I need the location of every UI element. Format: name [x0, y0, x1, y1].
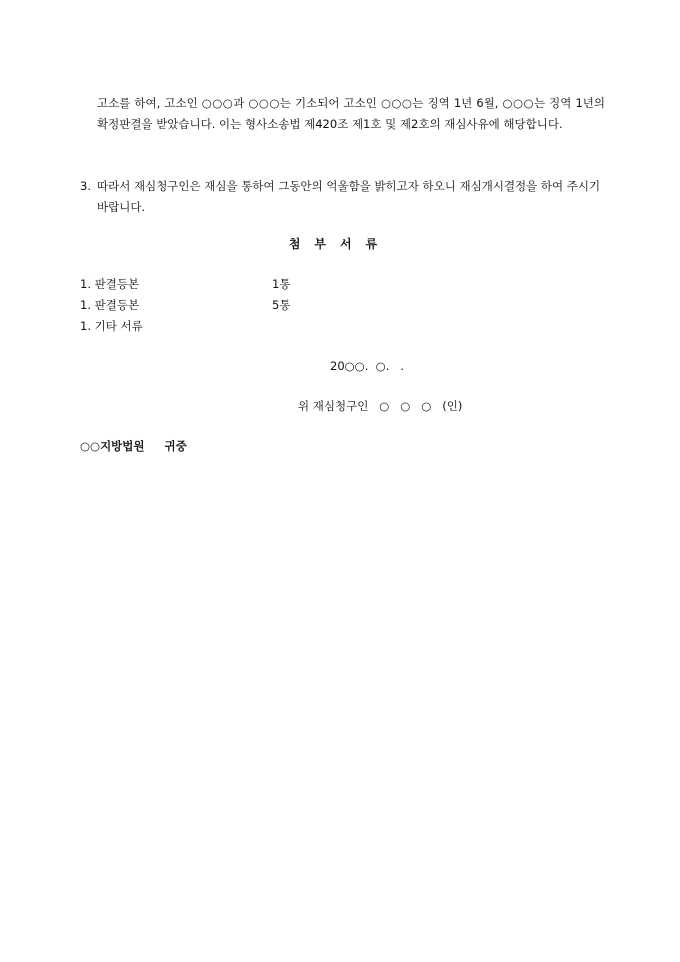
- item-3: [80, 176, 605, 218]
- filing-date: 20○○. ○. .: [330, 359, 404, 373]
- attachment-count: 1통: [272, 277, 291, 291]
- attachment-label: 1. 기타 서류: [80, 319, 143, 333]
- item-3-text: 따라서 재심청구인은 재심을 통하여 그동안의 억울함을 밝히고자 하오니 재심개시결정을 하여 주시기 바랍니다.: [97, 179, 601, 214]
- paragraph-grounds-continued: 고소를 하여, 고소인 ○○○과 ○○○는 기소되어 고소인 ○○○는 징역 1년 6월, ○○○는 징역 1년의 확정판결을 받았습니다. 이는 형사소송법 제420조 제1호 및 제2호의 재심사유에 해당합니다.: [97, 96, 605, 131]
- attachment-row: [80, 295, 480, 315]
- court-addressee: ○○지방법원 귀중: [80, 439, 187, 453]
- attachment-count: 5통: [272, 298, 291, 312]
- attachments-heading: 첨부서류: [288, 237, 392, 251]
- attachment-label: 1. 판결등본: [80, 277, 140, 291]
- attachment-row: [80, 316, 480, 336]
- item-3-number: 3.: [80, 179, 91, 193]
- attachment-label: 1. 판결등본: [80, 298, 140, 312]
- attachment-row: [80, 274, 480, 294]
- petitioner-signature: 위 재심청구인 ○ ○ ○ (인): [298, 399, 463, 413]
